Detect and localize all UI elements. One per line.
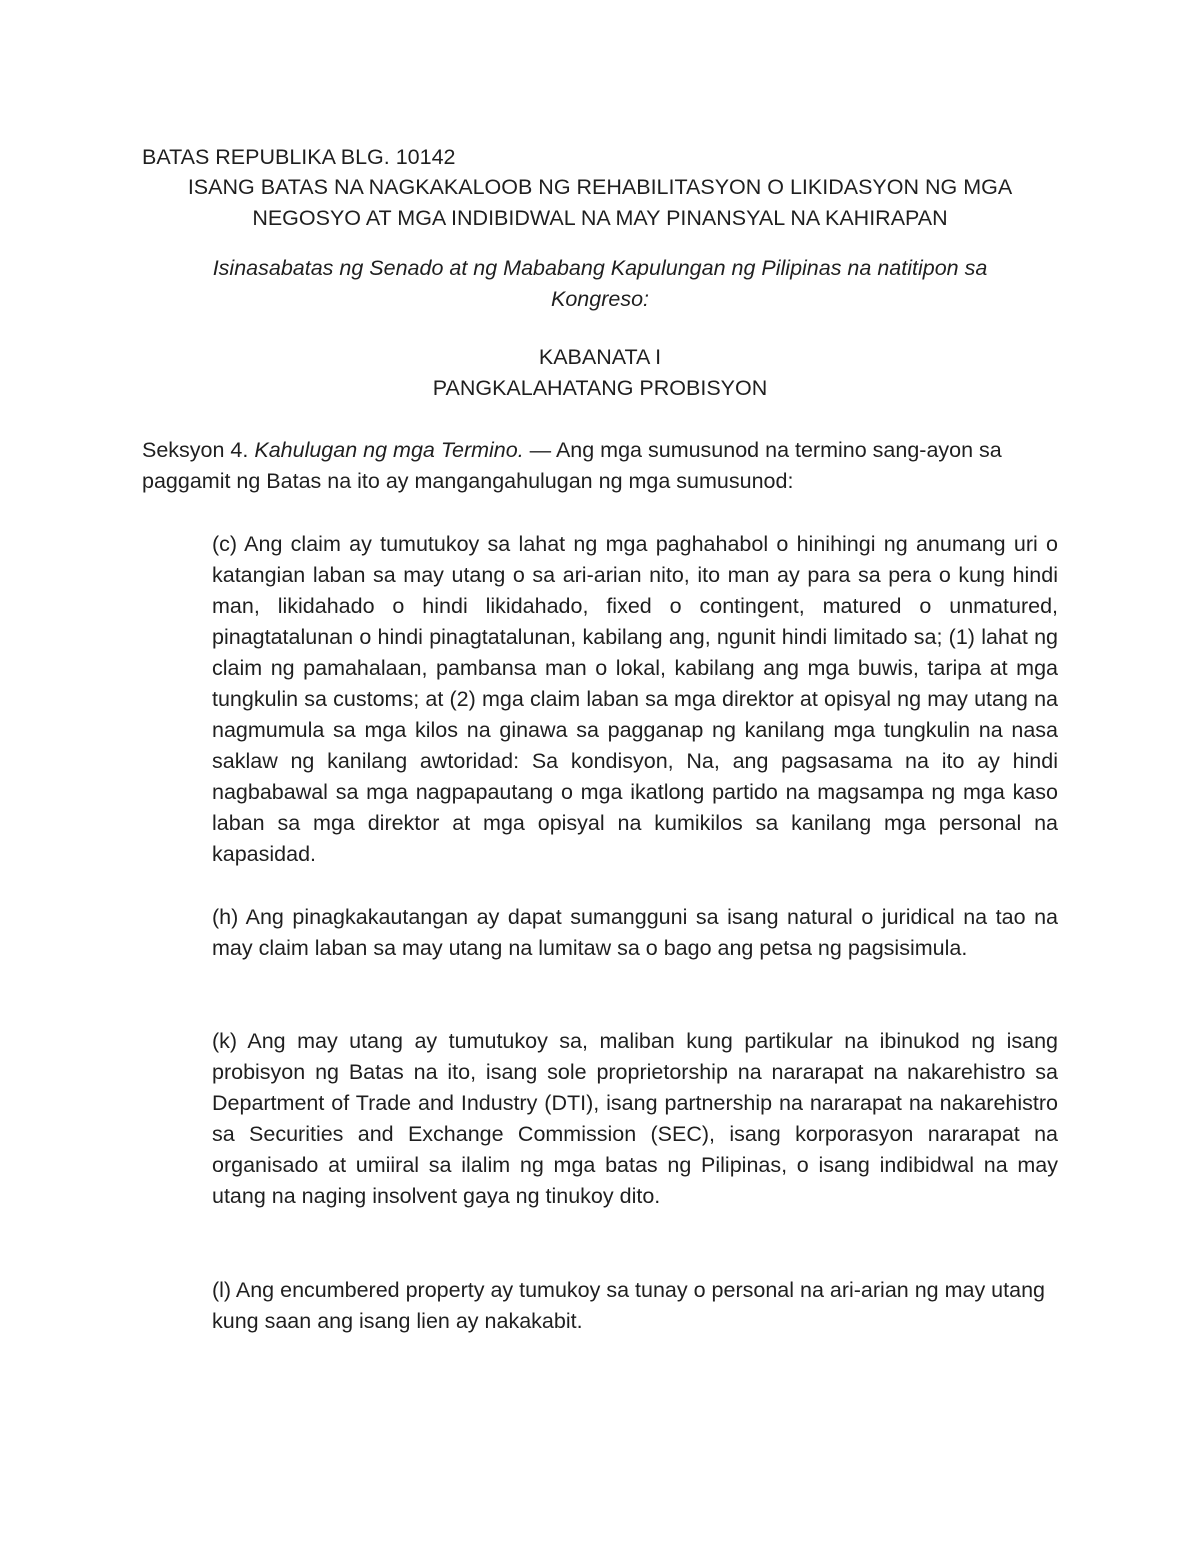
section-intro <box>142 435 1060 497</box>
law-title-line-1: ISANG BATAS NA NAGKAKALOOB NG REHABILITASYON O LIKIDASYON NG MGA <box>187 175 1013 199</box>
enacting-clause <box>142 253 1058 315</box>
clause-k-debtor: (k) Ang may utang ay tumutukoy sa, maliban kung partikular na ibinukod ng isang probisyon ng Batas na ito, isang sole proprietorship na nararapat na nakarehistro sa Department of Trade and Industry (DTI), isang partnership na nararapat na nakarehistro sa Securities and Exchange Commission (SEC), isang korporasyon nararapat na organisado at umiiral sa ilalim ng mga batas ng Pilipinas, o isang indibidwal na may utang na naging insolvent gaya ng tinukoy dito. <box>212 1029 1058 1208</box>
section-intro-text: — Ang mga sumusunod na termino sang-ayon sa paggamit ng Batas na ito ay mangangahulugan ng mga sumusunod: <box>142 438 1002 493</box>
chapter-title: PANGKALAHATANG PROBISYON <box>432 376 768 400</box>
clause-h-creditor: (h) Ang pinagkakautangan ay dapat sumangguni sa isang natural o juridical na tao na may claim laban sa may utang na lumitaw sa o bago ang petsa ng pagsisimula. <box>212 905 1058 960</box>
clause-l-encumbered-property: (l) Ang encumbered property ay tumukoy sa tunay o personal na ari-arian ng may utang kung saan ang isang lien ay nakakabit. <box>212 1278 1045 1333</box>
enacting-clause-line-2: Kongreso: <box>550 287 649 311</box>
chapter-number: KABANATA I <box>538 345 662 369</box>
law-number: BATAS REPUBLIKA BLG. 10142 <box>142 145 456 169</box>
section-heading: Kahulugan ng mga Termino. <box>254 438 524 462</box>
chapter-heading <box>142 342 1058 404</box>
enacting-clause-line-1: Isinasabatas ng Senado at ng Mababang Kapulungan ng Pilipinas na natitipon sa <box>212 256 988 280</box>
law-title <box>130 172 1070 234</box>
section-label: Seksyon 4. <box>142 438 249 462</box>
law-title-line-2: NEGOSYO AT MGA INDIBIDWAL NA MAY PINANSYAL NA KAHIRAPAN <box>252 206 948 230</box>
clause-c-claim: (c) Ang claim ay tumutukoy sa lahat ng mga paghahabol o hinihingi ng anumang uri o katangian laban sa may utang o sa ari-arian nito, ito man ay para sa pera o kung hindi man, likidahado o hindi likidahado, fixed o contingent, matured o unmatured, pinagtatalunan o hindi pinagtatalunan, kabilang ang, ngunit hindi limitado sa; (1) lahat ng claim ng pamahalaan, pambansa man o lokal, kabilang ang mga buwis, taripa at mga tungkulin sa customs; at (2) mga claim laban sa mga direktor at opisyal ng may utang na nagmumula sa mga kilos na ginawa sa pagganap ng kanilang mga tungkulin na nasa saklaw ng kanilang awtoridad: Sa kondisyon, Na, ang pagsasama na ito ay hindi nagbabawal sa mga nagpapautang o mga ikatlong partido na magsampa ng mga kaso laban sa mga direktor at mga opisyal na kumikilos sa kanilang mga personal na kapasidad. <box>212 532 1058 866</box>
